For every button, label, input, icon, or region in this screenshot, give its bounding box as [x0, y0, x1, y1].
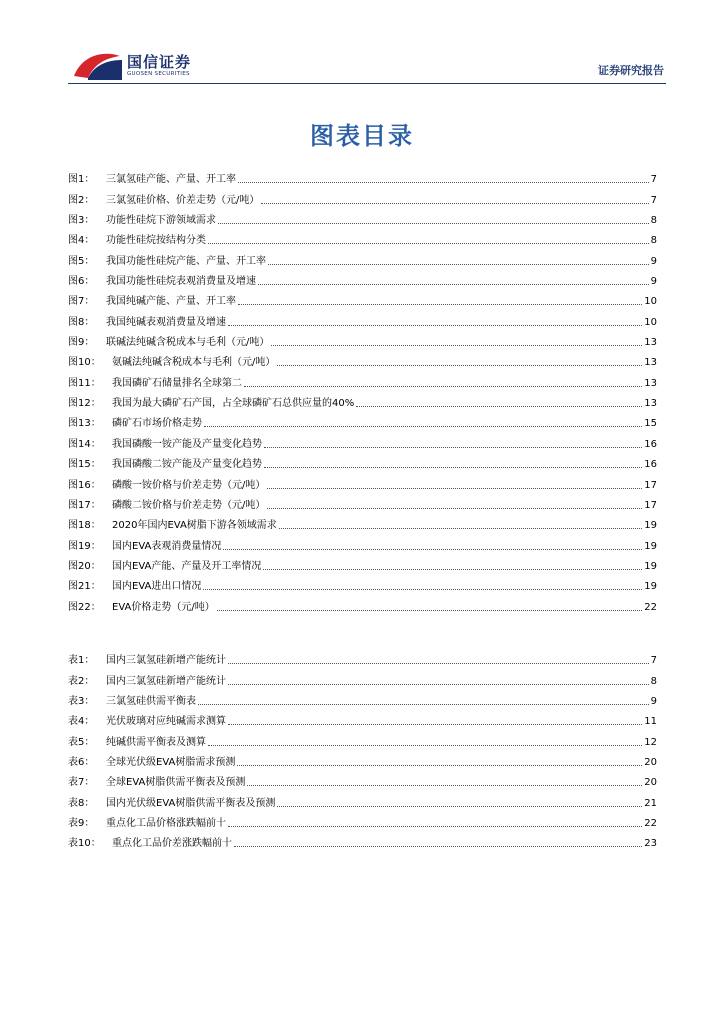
- figure-list: [68, 166, 657, 614]
- toc-dot-leader: [263, 569, 642, 570]
- toc-entry-page: 8: [650, 675, 657, 687]
- toc-entry-page: 10: [644, 316, 657, 328]
- toc-dot-leader: [237, 765, 642, 766]
- toc-dot-leader: [267, 488, 642, 489]
- toc-dot-leader: [238, 182, 649, 183]
- toc-dot-leader: [223, 549, 642, 550]
- toc-entry-number: 图1：: [68, 174, 95, 186]
- toc-entry-title: 全球EVA树脂供需平衡表及预测: [106, 777, 246, 789]
- toc-entry-number: 图15：: [68, 459, 101, 471]
- toc-entry-number: 图13：: [68, 418, 101, 430]
- toc-entry-page: 17: [644, 499, 657, 511]
- toc-entry-number: 图20：: [68, 560, 101, 572]
- figure-toc-entry[interactable]: [68, 227, 657, 247]
- table-toc-entry[interactable]: [68, 789, 657, 809]
- toc-entry-number: 图9：: [68, 337, 95, 349]
- toc-dot-leader: [217, 610, 643, 611]
- toc-entry-title: 三氯氢硅价格、价差走势（元/吨）: [106, 194, 260, 206]
- figure-toc-entry[interactable]: [68, 430, 657, 450]
- toc-entry-number: 图3：: [68, 215, 95, 227]
- toc-entry-title: 纯碱供需平衡表及测算: [106, 736, 206, 748]
- toc-entry-number: 图12：: [68, 398, 101, 410]
- toc-entry-page: 8: [650, 235, 657, 247]
- figure-toc-entry[interactable]: [68, 247, 657, 267]
- table-toc-entry[interactable]: [68, 647, 657, 667]
- toc-entry-number: 图14：: [68, 438, 101, 450]
- toc-entry-page: 13: [644, 398, 657, 410]
- page-header: [0, 0, 724, 90]
- toc-entry-number: 表7：: [68, 777, 95, 789]
- table-toc-entry[interactable]: [68, 708, 657, 728]
- toc-dot-leader: [228, 684, 649, 685]
- toc-entry-title: 磷酸二铵价格与价差走势（元/吨）: [112, 499, 266, 511]
- toc-entry-page: 22: [644, 818, 657, 830]
- toc-entry-number: 图19：: [68, 540, 101, 552]
- figure-toc-entry[interactable]: [68, 532, 657, 552]
- table-list: [68, 647, 657, 850]
- toc-entry-page: 11: [644, 716, 657, 728]
- toc-entry-title: 重点化工品价格涨跌幅前十: [106, 818, 226, 830]
- toc-entry-title: 我国功能性硅烷表观消费量及增速: [106, 276, 256, 288]
- toc-dot-leader: [261, 203, 648, 204]
- toc-entry-page: 19: [644, 581, 657, 593]
- figure-toc-entry[interactable]: [68, 553, 657, 573]
- toc-entry-page: 20: [644, 777, 657, 789]
- toc-dot-leader: [268, 264, 649, 265]
- toc-entry-number: 图6：: [68, 276, 95, 288]
- toc-entry-title: 磷矿石市场价格走势: [112, 418, 202, 430]
- toc-entry-title: 光伏玻璃对应纯碱需求测算: [106, 716, 226, 728]
- toc-dot-leader: [277, 365, 642, 366]
- figure-toc-entry[interactable]: [68, 268, 657, 288]
- figure-toc-entry[interactable]: [68, 573, 657, 593]
- toc-entry-number: 图8：: [68, 316, 95, 328]
- figure-toc-entry[interactable]: [68, 308, 657, 328]
- toc-entry-page: 12: [644, 736, 657, 748]
- toc-entry-number: 表2：: [68, 675, 95, 687]
- toc-entry-title: 2020年国内EVA树脂下游各领域需求: [112, 520, 277, 532]
- toc-dot-leader: [203, 589, 642, 590]
- toc-dot-leader: [264, 467, 642, 468]
- toc-entry-page: 19: [644, 560, 657, 572]
- toc-entry-page: 9: [650, 276, 657, 288]
- table-toc-entry[interactable]: [68, 810, 657, 830]
- toc-entry-page: 16: [644, 438, 657, 450]
- toc-entry-number: 表1：: [68, 655, 95, 667]
- toc-entry-number: 图17：: [68, 499, 101, 511]
- toc-dot-leader: [228, 724, 642, 725]
- toc-dot-leader: [228, 325, 642, 326]
- toc-dot-leader: [279, 528, 642, 529]
- guosen-logo: [72, 48, 212, 84]
- toc-entry-number: 图22：: [68, 601, 101, 613]
- toc-dot-leader: [258, 284, 649, 285]
- toc-dot-leader: [271, 345, 642, 346]
- toc-entry-number: 图5：: [68, 255, 95, 267]
- header-divider: [68, 83, 666, 84]
- toc-entry-title: 氨碱法纯碱含税成本与毛利（元/吨）: [112, 357, 276, 369]
- figure-toc-entry[interactable]: [68, 288, 657, 308]
- figure-toc-entry[interactable]: [68, 492, 657, 512]
- toc-entry-page: 19: [644, 540, 657, 552]
- toc-entry-number: 表10：: [68, 838, 101, 850]
- toc-entry-title: 功能性硅烷下游领域需求: [106, 215, 216, 227]
- toc-entry-number: 图11：: [68, 377, 101, 389]
- toc-entry-title: 功能性硅烷按结构分类: [106, 235, 206, 247]
- figure-toc-entry[interactable]: [68, 329, 657, 349]
- toc-entry-title: 三氯氢硅产能、产量、开工率: [106, 174, 236, 186]
- toc-entry-number: 表9：: [68, 818, 95, 830]
- toc-entry-page: 16: [644, 459, 657, 471]
- page-title: 图表目录: [310, 122, 414, 150]
- toc-entry-title: 国内三氯氢硅新增产能统计: [106, 655, 226, 667]
- toc-dot-leader: [208, 243, 649, 244]
- toc-entry-page: 8: [650, 215, 657, 227]
- toc-dot-leader: [208, 745, 642, 746]
- toc-entry-title: 联碱法纯碱含税成本与毛利（元/吨）: [106, 337, 270, 349]
- toc-entry-title: 磷酸一铵价格与价差走势（元/吨）: [112, 479, 266, 491]
- toc-entry-title: 国内EVA进出口情况: [112, 581, 202, 593]
- toc-entry-page: 17: [644, 479, 657, 491]
- toc-entry-page: 13: [644, 357, 657, 369]
- toc-entry-title: 我国磷酸一铵产能及产量变化趋势: [112, 438, 262, 450]
- table-toc-entry[interactable]: [68, 688, 657, 708]
- toc-entry-page: 20: [644, 757, 657, 769]
- figure-toc-entry[interactable]: [68, 207, 657, 227]
- toc-entry-number: 表6：: [68, 757, 95, 769]
- figure-toc-entry[interactable]: [68, 593, 657, 613]
- toc-entry-title: 国内三氯氢硅新增产能统计: [106, 675, 226, 687]
- toc-dot-leader: [264, 447, 642, 448]
- toc-entry-title: 我国功能性硅烷产能、产量、开工率: [106, 255, 266, 267]
- toc-dot-leader: [238, 304, 642, 305]
- toc-entry-number: 图21：: [68, 581, 101, 593]
- toc-entry-title: 重点化工品价差涨跌幅前十: [112, 838, 232, 850]
- figure-toc-entry[interactable]: [68, 186, 657, 206]
- toc-entry-title: EVA价格走势（元/吨）: [112, 601, 215, 613]
- toc-dot-leader: [198, 704, 649, 705]
- report-type-label: 证券研究报告: [598, 64, 664, 77]
- toc-entry-title: 三氯氢硅供需平衡表: [106, 696, 196, 708]
- toc-entry-number: 表4：: [68, 716, 95, 728]
- toc-entry-title: 国内EVA产能、产量及开工率情况: [112, 560, 262, 572]
- figure-toc-entry[interactable]: [68, 369, 657, 389]
- table-toc-entry[interactable]: [68, 728, 657, 748]
- toc-entry-number: 图10：: [68, 357, 101, 369]
- toc-entry-title: 全球光伏级EVA树脂需求预测: [106, 757, 236, 769]
- figure-toc-entry[interactable]: [68, 471, 657, 491]
- toc-dot-leader: [234, 846, 642, 847]
- figure-toc-entry[interactable]: [68, 349, 657, 369]
- logo-chinese-name: 国信证券: [127, 53, 192, 71]
- toc-entry-page: 10: [644, 296, 657, 308]
- figure-toc-entry[interactable]: [68, 512, 657, 532]
- toc-entry-page: 9: [650, 696, 657, 708]
- toc-entry-title: 我国为最大磷矿石产国，占全球磷矿石总供应量的40%: [112, 398, 355, 410]
- logo-english-name: GUOSEN SECURITIES: [127, 71, 190, 77]
- toc-dot-leader: [247, 785, 642, 786]
- toc-entry-page: 22: [644, 601, 657, 613]
- toc-dot-leader: [204, 426, 642, 427]
- toc-entry-title: 我国磷矿石储量排名全球第二: [112, 377, 242, 389]
- toc-entry-page: 15: [644, 418, 657, 430]
- toc-dot-leader: [218, 223, 649, 224]
- figure-toc-entry[interactable]: [68, 451, 657, 471]
- toc-dot-leader: [228, 663, 649, 664]
- table-toc-entry[interactable]: [68, 769, 657, 789]
- toc-entry-title: 我国磷酸二铵产能及产量变化趋势: [112, 459, 262, 471]
- toc-entry-number: 图16：: [68, 479, 101, 491]
- toc-entry-page: 23: [644, 838, 657, 850]
- figure-toc-entry[interactable]: [68, 410, 657, 430]
- toc-entry-number: 图4：: [68, 235, 95, 247]
- toc-entry-page: 19: [644, 520, 657, 532]
- toc-entry-number: 表3：: [68, 696, 95, 708]
- toc-entry-title: 国内EVA表观消费量情况: [112, 540, 222, 552]
- table-toc-entry[interactable]: [68, 830, 657, 850]
- toc-entry-page: 13: [644, 337, 657, 349]
- table-toc-entry[interactable]: [68, 749, 657, 769]
- toc-dot-leader: [244, 386, 642, 387]
- toc-entry-page: 13: [644, 377, 657, 389]
- table-toc-entry[interactable]: [68, 667, 657, 687]
- toc-dot-leader: [267, 508, 642, 509]
- toc-entry-title: 国内光伏级EVA树脂供需平衡表及预测: [106, 797, 276, 809]
- toc-dot-leader: [228, 826, 642, 827]
- toc-dot-leader: [356, 406, 642, 407]
- toc-entry-page: 9: [650, 255, 657, 267]
- toc-entry-page: 7: [650, 655, 657, 667]
- guosen-logo-icon: [72, 48, 124, 82]
- toc-entry-number: 表5：: [68, 736, 95, 748]
- toc-entry-page: 7: [650, 194, 657, 206]
- toc-entry-number: 表8：: [68, 797, 95, 809]
- figure-toc-entry[interactable]: [68, 390, 657, 410]
- toc-entry-title: 我国纯碱产能、产量、开工率: [106, 296, 236, 308]
- toc-entry-number: 图7：: [68, 296, 95, 308]
- toc-dot-leader: [277, 806, 642, 807]
- toc-entry-number: 图18：: [68, 520, 101, 532]
- toc-entry-page: 21: [644, 797, 657, 809]
- toc-entry-page: 7: [650, 174, 657, 186]
- toc-entry-title: 我国纯碱表观消费量及增速: [106, 316, 226, 328]
- toc-entry-number: 图2：: [68, 194, 95, 206]
- figure-toc-entry[interactable]: [68, 166, 657, 186]
